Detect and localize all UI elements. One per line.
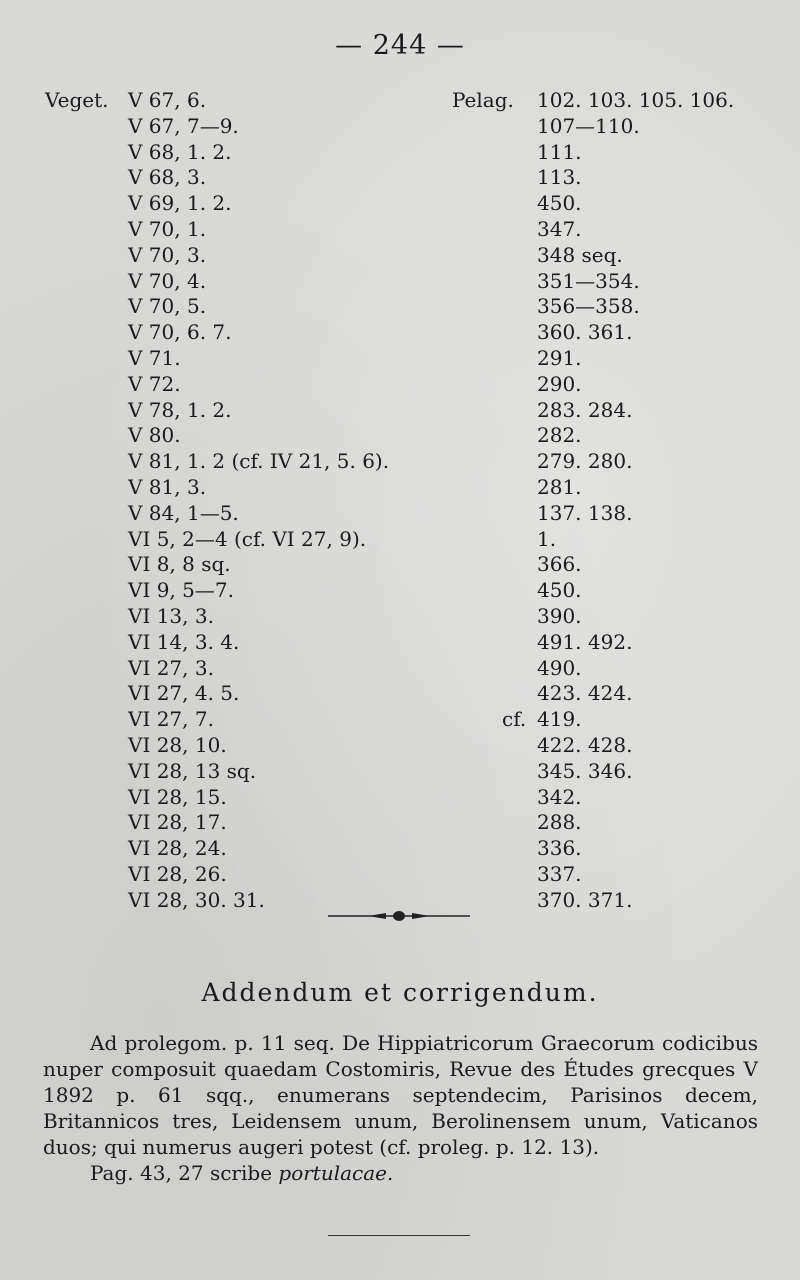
table-row (0, 268, 800, 294)
veget-reference: VI 5, 2—4 (cf. VI 27, 9). (128, 526, 367, 551)
table-row (0, 861, 800, 887)
pelag-reference: 281. (537, 475, 582, 499)
table-row (0, 835, 800, 861)
veget-reference: V 68, 1. 2. (128, 139, 232, 164)
veget-reference: VI 9, 5—7. (128, 578, 234, 603)
veget-reference: V 67, 6. (128, 88, 207, 112)
table-row (0, 732, 800, 758)
addendum-correction-word: portulacae. (278, 1161, 394, 1185)
veget-reference: V 81, 3. (128, 475, 207, 499)
veget-reference: V 67, 7—9. (128, 113, 239, 138)
pelag-reference: 490. (537, 655, 582, 680)
pelag-reference: 390. (537, 604, 582, 628)
table-row (0, 603, 800, 629)
table-row (0, 216, 800, 242)
veget-reference: VI 27, 4. 5. (128, 681, 240, 706)
pelag-reference: 107—110. (537, 113, 640, 138)
pelag-reference: 360. 361. (537, 320, 633, 345)
pelag-reference: 111. (537, 139, 582, 164)
page-number: — 244 — (335, 30, 465, 61)
veget-reference: VI 27, 3. (128, 655, 214, 680)
table-row (0, 500, 800, 526)
veget-reference: V 80. (128, 423, 181, 448)
pelag-reference: 423. 424. (537, 681, 633, 706)
pelag-reference: 422. 428. (537, 733, 633, 757)
addendum-paragraph: Ad prolegom. p. 11 seq. De Hippiatricorum Graecorum codicibus nuper composuit quaedam Costomiris, Revue des Études grecques V 1892 p. 61 sqq., enumerans septendecim, Parisinos decem, Britannicos tres, Leidensem unum, Berolinensem unum, Vaticanos duos; qui numerus augeri potest (cf. proleg. p. 12. 13). (43, 1031, 758, 1159)
pelag-reference: 366. (537, 552, 582, 577)
veget-reference: V 84, 1—5. (128, 500, 239, 525)
pelag-reference: 282. (537, 423, 582, 448)
addendum-correction-text: Pag. 43, 27 scribe (90, 1161, 273, 1185)
veget-reference: V 69, 1. 2. (128, 191, 232, 216)
pelag-reference: 291. (537, 346, 582, 370)
veget-reference: VI 28, 30. 31. (128, 887, 265, 912)
veget-reference: VI 28, 24. (128, 836, 227, 861)
veget-reference: V 70, 5. (128, 294, 207, 319)
table-row (0, 448, 800, 474)
pelag-reference: 290. (537, 371, 582, 396)
cf-prefix: cf. (502, 707, 527, 732)
table-row (0, 190, 800, 216)
table-row (0, 655, 800, 681)
veget-reference: V 78, 1. 2. (128, 397, 232, 422)
addendum-title: Addendum et corrigendum. (201, 978, 599, 1007)
ornament-rule (328, 906, 470, 926)
pelag-reference: 113. (537, 165, 582, 190)
pelag-reference: 347. (537, 217, 582, 241)
pelag-reference: 137. 138. (537, 500, 633, 525)
veget-reference: VI 28, 17. (128, 810, 227, 835)
table-row (0, 345, 800, 371)
veget-reference: VI 13, 3. (128, 604, 214, 628)
table-row (0, 371, 800, 397)
veget-reference: V 68, 3. (128, 165, 207, 190)
pelag-reference: 337. (537, 862, 582, 886)
pelag-reference: 450. (537, 191, 582, 216)
veget-reference: VI 14, 3. 4. (128, 629, 240, 654)
pelag-reference: 356—358. (537, 294, 640, 319)
pelag-reference: 419. (537, 707, 582, 732)
veget-reference: VI 28, 13 sq. (128, 758, 257, 783)
concordance-table (0, 87, 800, 912)
pelag-reference: 351—354. (537, 268, 640, 293)
table-row (0, 526, 800, 552)
veget-reference: VI 8, 8 sq. (128, 552, 231, 577)
table-row (0, 809, 800, 835)
table-row (0, 758, 800, 784)
pelag-reference: 283. 284. (537, 397, 633, 422)
pelag-reference: 336. (537, 836, 582, 861)
pelag-reference: 288. (537, 810, 582, 835)
veget-reference: V 70, 3. (128, 242, 207, 267)
table-row (0, 422, 800, 448)
bottom-rule (328, 1235, 470, 1236)
table-row (0, 164, 800, 190)
table-row (0, 87, 800, 113)
pelag-reference: 1. (537, 526, 557, 551)
pelag-reference: 370. 371. (537, 887, 633, 912)
veget-reference: V 70, 1. (128, 217, 207, 241)
table-row (0, 551, 800, 577)
veget-reference: VI 27, 7. (128, 707, 214, 732)
veget-reference: V 81, 1. 2 (cf. IV 21, 5. 6). (128, 449, 390, 474)
pelag-reference: 342. (537, 784, 582, 809)
table-row (0, 629, 800, 655)
table-row (0, 113, 800, 139)
table-row (0, 397, 800, 423)
pelag-reference: 450. (537, 578, 582, 603)
column-heading-pelag: Pelag. (452, 88, 514, 112)
table-row (0, 242, 800, 268)
table-row (0, 474, 800, 500)
veget-reference: VI 28, 10. (128, 733, 227, 757)
table-row (0, 139, 800, 165)
pelag-reference: 279. 280. (537, 449, 633, 474)
table-row (0, 577, 800, 603)
pelag-reference: 491. 492. (537, 629, 633, 654)
pelag-reference: 102. 103. 105. 106. (537, 88, 735, 112)
veget-reference: VI 28, 15. (128, 784, 227, 809)
veget-reference: V 70, 6. 7. (128, 320, 232, 345)
pelag-reference: 348 seq. (537, 242, 623, 267)
table-row (0, 706, 800, 732)
table-row (0, 293, 800, 319)
table-row (0, 784, 800, 810)
table-row (0, 680, 800, 706)
veget-reference: V 71. (128, 346, 181, 370)
veget-reference: VI 28, 26. (128, 862, 227, 886)
pelag-reference: 345. 346. (537, 758, 633, 783)
addendum-body (43, 1030, 758, 1186)
veget-reference: V 70, 4. (128, 268, 207, 293)
addendum-paragraph-2 (43, 1160, 758, 1186)
column-heading-veget: Veget. (45, 88, 109, 112)
table-row (0, 319, 800, 345)
veget-reference: V 72. (128, 371, 181, 396)
